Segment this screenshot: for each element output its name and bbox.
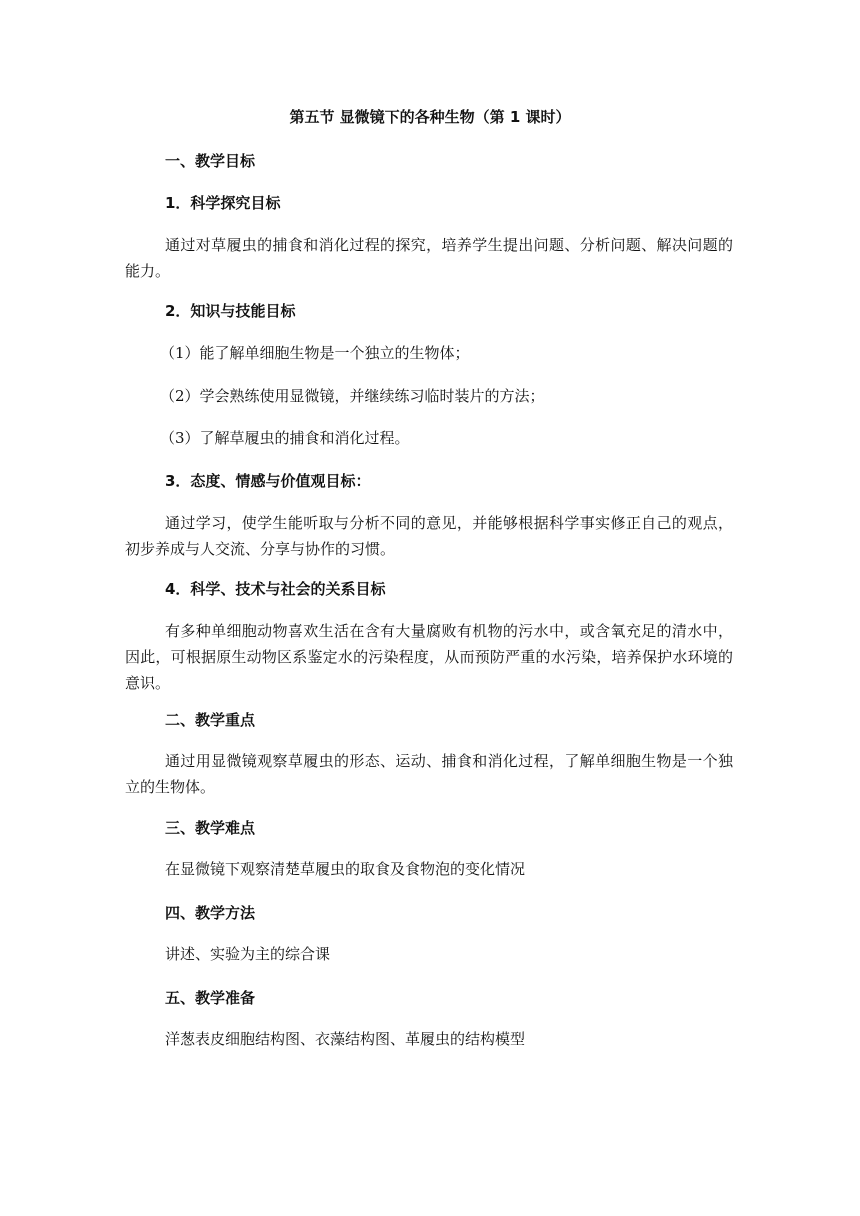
paragraph-attitude-values: 通过学习，使学生能听取与分析不同的意见，并能够根据科学事实修正自己的观点，初步养成与人交流、分享与协作的习惯。 bbox=[125, 514, 733, 558]
list-item: （3）了解草履虫的捕食和消化过程。 bbox=[160, 429, 410, 447]
paragraph-science-inquiry: 通过对草履虫的捕食和消化过程的探究，培养学生提出问题、分析问题、解决问题的能力。 bbox=[125, 236, 733, 280]
paragraph-key-points: 通过用显微镜观察草履虫的形态、运动、捕食和消化过程，了解单细胞生物是一个独立的生物体。 bbox=[125, 752, 733, 796]
section-heading-key-points: 二、教学重点 bbox=[165, 711, 256, 729]
subheading-sts: 4．科学、技术与社会的关系目标 bbox=[165, 580, 386, 598]
subheading-attitude-values: 3．态度、情感与价值观目标： bbox=[165, 472, 371, 490]
paragraph-methods: 讲述、实验为主的综合课 bbox=[165, 945, 331, 963]
subheading-science-inquiry: 1．科学探究目标 bbox=[165, 194, 281, 212]
subheading-knowledge-skills: 2．知识与技能目标 bbox=[165, 302, 296, 320]
section-heading-preparation: 五、教学准备 bbox=[165, 989, 256, 1007]
list-item: （2）学会熟练使用显微镜，并继续练习临时装片的方法； bbox=[160, 387, 545, 405]
paragraph-preparation: 洋葱表皮细胞结构图、衣藻结构图、革履虫的结构模型 bbox=[165, 1030, 526, 1048]
section-heading-goals: 一、教学目标 bbox=[165, 152, 256, 170]
section-heading-difficulties: 三、教学难点 bbox=[165, 819, 256, 837]
paragraph-difficulties: 在显微镜下观察清楚草履虫的取食及食物泡的变化情况 bbox=[165, 860, 526, 878]
list-item: （1）能了解单细胞生物是一个独立的生物体； bbox=[160, 344, 470, 362]
section-heading-methods: 四、教学方法 bbox=[165, 904, 256, 922]
paragraph-sts: 有多种单细胞动物喜欢生活在含有大量腐败有机物的污水中，或含氧充足的清水中，因此，可根据原生动物区系鉴定水的污染程度，从而预防严重的水污染，培养保护水环境的意识。 bbox=[125, 622, 733, 692]
document-title: 第五节 显微镜下的各种生物（第 1 课时） bbox=[289, 108, 571, 126]
